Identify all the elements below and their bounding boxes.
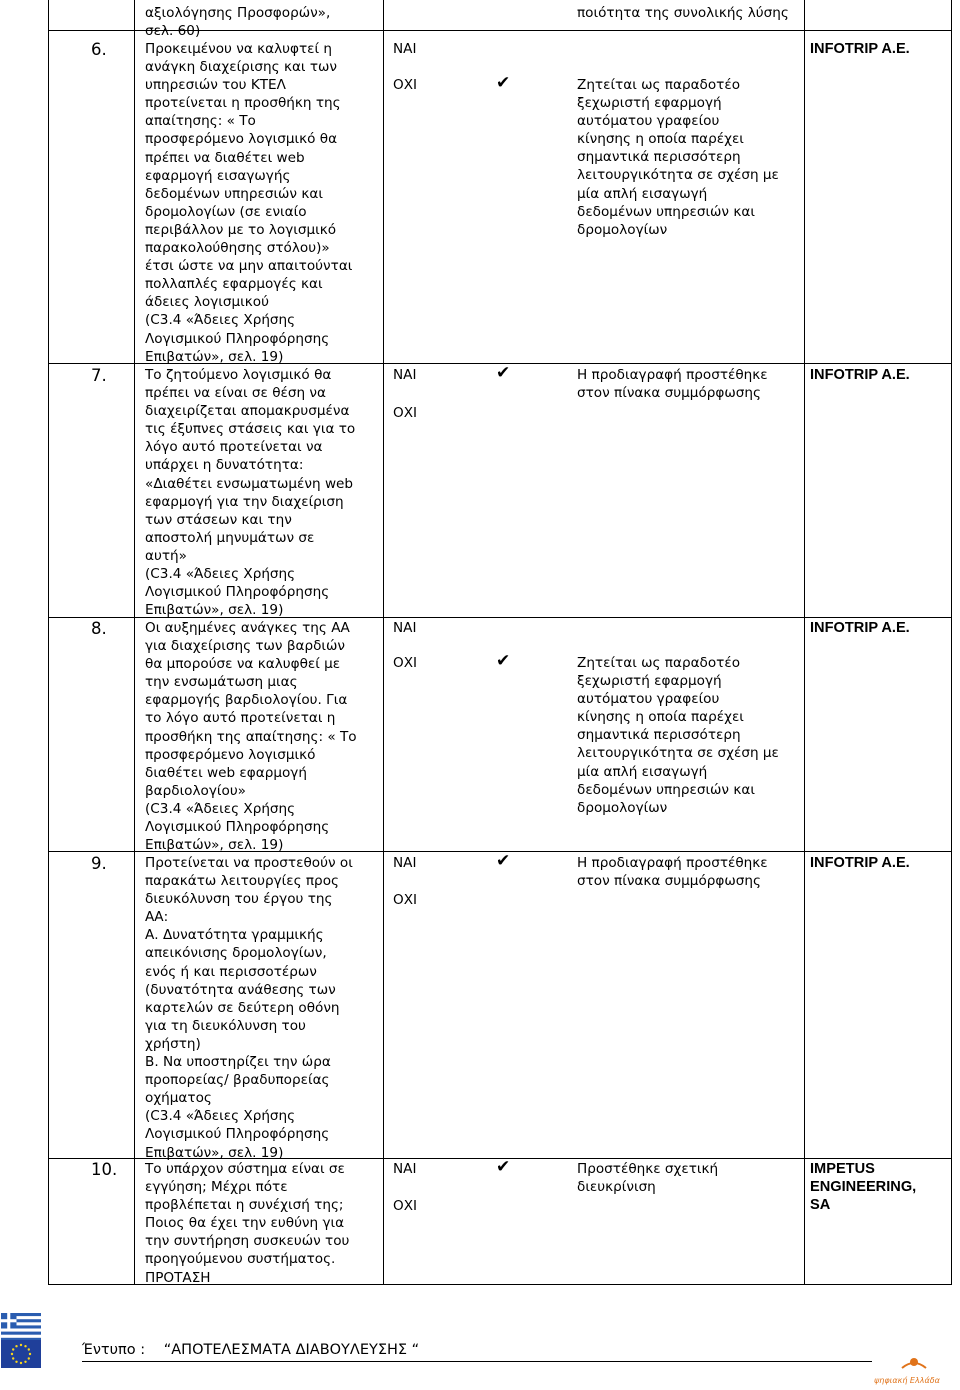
- row-6-no-checkmark: ✔: [496, 73, 511, 93]
- greek-flag-icon: [1, 1313, 41, 1341]
- row-8-number: 8.: [91, 619, 107, 638]
- eu-flag-icon: [1, 1340, 41, 1368]
- col-divider-1: [134, 0, 135, 1284]
- form-title: “ΑΠΟΤΕΛΕΣΜΑΤΑ ΔΙΑΒΟΥΛΕΥΣΗΣ “: [163, 1342, 420, 1358]
- row-10-firm: IMPETUS ENGINEERING, SA: [810, 1161, 917, 1213]
- form-label: Έντυπο :: [82, 1342, 146, 1358]
- row-7-yes-checkmark: ✔: [496, 363, 511, 383]
- row-10-answer: Προστέθηκε σχετική διευκρίνιση: [577, 1161, 719, 1196]
- row-6-no-label: ΟΧΙ: [393, 77, 418, 93]
- row-7-text: Το ζητούμενο λογισμικό θα πρέπει να είναι σε θέση να διαχειρίζεται απομακρυσμένα τις έξυπνες στάσεις και για το λόγο αυτό προτείνεται να υπάρχει η δυνατότητα: «Διαθέτει ενσωματωμένη web εφαρμογή για την διαχείριση των στάσεων και την αποστολή μηνυμάτων σε αυτή» (C3.4 «Άδειες Χρήσης Λογισμικού Πληροφόρησης Επιβατών», σελ. 19): [145, 367, 356, 619]
- row-6-firm: INFOTRIP A.E.: [810, 41, 910, 57]
- row-9-text: Προτείνεται να προστεθούν οι παρακάτω λειτουργίες προς διευκόλυνση του έργου της ΑΑ: Α. Δυνατότητα γραμμικής απεικόνισης δρομολογίων, ενός ή και περισσοτέρων (δυνατότητα ανάθεσης των καρτελών σε δεύτερη οθόνη για τη διευκόλυνση του χρήστη) Β. Να υποστηρίζει την ώρα προπορείας/ βραδυπορείας οχήματος (C3.4 «Άδειες Χρήσης Λογισμικού Πληροφόρησης Επιβατών», σελ. 19): [145, 855, 353, 1161]
- footer-form-label: [82, 1341, 419, 1359]
- row-7-firm: INFOTRIP A.E.: [810, 367, 910, 383]
- col-divider-2: [383, 0, 384, 1284]
- row-8-text: Οι αυξημένες ανάγκες της ΑΑ για διαχείρισης των βαρδιών θα μπορούσε να καλυφθεί με την ενσωμάτωση μιας εφαρμογής βαρδιολογίου. Για το λόγο αυτό προτείνεται η προσθήκη της απαίτησης: « Το προσφερόμενο λογισμικό διαθέτει web εφαρμογή βαρδιολογίου» (C3.4 «Άδειες Χρήσης Λογισμικού Πληροφόρησης Επιβατών», σελ. 19): [145, 620, 357, 854]
- footer-divider: [82, 1361, 872, 1362]
- row-7-number: 7.: [91, 366, 107, 385]
- row-7-yes-label: ΝΑΙ: [393, 367, 417, 383]
- col-divider-3: [804, 0, 805, 1284]
- row-7-no-label: ΟΧΙ: [393, 405, 418, 421]
- row-7-answer: Η προδιαγραφή προστέθηκε στον πίνακα συμμόρφωσης: [577, 367, 768, 402]
- digital-greece-logo: [872, 1354, 956, 1384]
- row-8-no-checkmark: ✔: [496, 651, 511, 671]
- row-9-no-label: ΟΧΙ: [393, 892, 418, 908]
- row-6-yes-label: ΝΑΙ: [393, 41, 417, 57]
- row-9-answer: Η προδιαγραφή προστέθηκε στον πίνακα συμμόρφωσης: [577, 855, 768, 890]
- row-9-firm: INFOTRIP A.E.: [810, 855, 910, 871]
- row-10-yes-checkmark: ✔: [496, 1157, 511, 1177]
- row-0-text: αξιολόγησης Προσφορών», σελ. 60): [145, 5, 331, 40]
- row-8-no-label: ΟΧΙ: [393, 655, 418, 671]
- row-9-yes-checkmark: ✔: [496, 851, 511, 871]
- row-9-yes-label: ΝΑΙ: [393, 855, 417, 871]
- row-6-number: 6.: [91, 40, 107, 59]
- row-6-answer: Ζητείται ως παραδοτέο ξεχωριστή εφαρμογή αυτόματου γραφείου κίνησης η οποία παρέχει σημαντικά περισσότερη λειτουργικότητα σε σχέση με μία απλή εισαγωγή δεδομένων υπηρεσιών και δρομολογίων: [577, 77, 779, 238]
- row-8-firm: INFOTRIP A.E.: [810, 620, 910, 636]
- row-6-text: Προκειμένου να καλυφτεί η ανάγκη διαχείρισης και των υπηρεσιών του ΚΤΕΛ προτείνεται η προσθήκη της απαίτησης: « Το προσφερόμενο λογισμικό θα πρέπει να διαθέτει web εφαρμογή εισαγωγής δεδομένων υπηρεσιών και δρομολογίων (σε ενιαίο περιβάλλον με το λογισμικό παρακολούθησης στόλου)» έτσι ώστε να μην απαιτούνται πολλαπλές εφαρμογές και άδειες λογισμικού (C3.4 «Άδειες Χρήσης Λογισμικού Πληροφόρησης Επιβατών», σελ. 19): [145, 41, 353, 365]
- row-9-number: 9.: [91, 854, 107, 873]
- logo-text: ψηφιακή Ελλάδα: [874, 1376, 940, 1385]
- row-10-yes-label: ΝΑΙ: [393, 1161, 417, 1177]
- row-0-answer: ποιότητα της συνολικής λύσης: [577, 5, 789, 21]
- row-10-number: 10.: [91, 1160, 118, 1179]
- row-8-yes-label: ΝΑΙ: [393, 620, 417, 636]
- row-10-no-label: ΟΧΙ: [393, 1198, 418, 1214]
- row-10-text: Το υπάρχον σύστημα είναι σε εγγύηση; Μέχρι πότε προβλέπεται η συνέχισή της; Ποιος θα έχει την ευθύνη για την συντήρηση συσκευών του πρoηγούμενου συστήματος. ΠΡΟΤΑΣΗ: [145, 1161, 350, 1286]
- row-8-answer: Ζητείται ως παραδοτέο ξεχωριστή εφαρμογή αυτόματου γραφείου κίνησης η οποία παρέχει σημαντικά περισσότερη λειτουργικότητα σε σχέση με μία απλή εισαγωγή δεδομένων υπηρεσιών και δρομολογίων: [577, 655, 779, 816]
